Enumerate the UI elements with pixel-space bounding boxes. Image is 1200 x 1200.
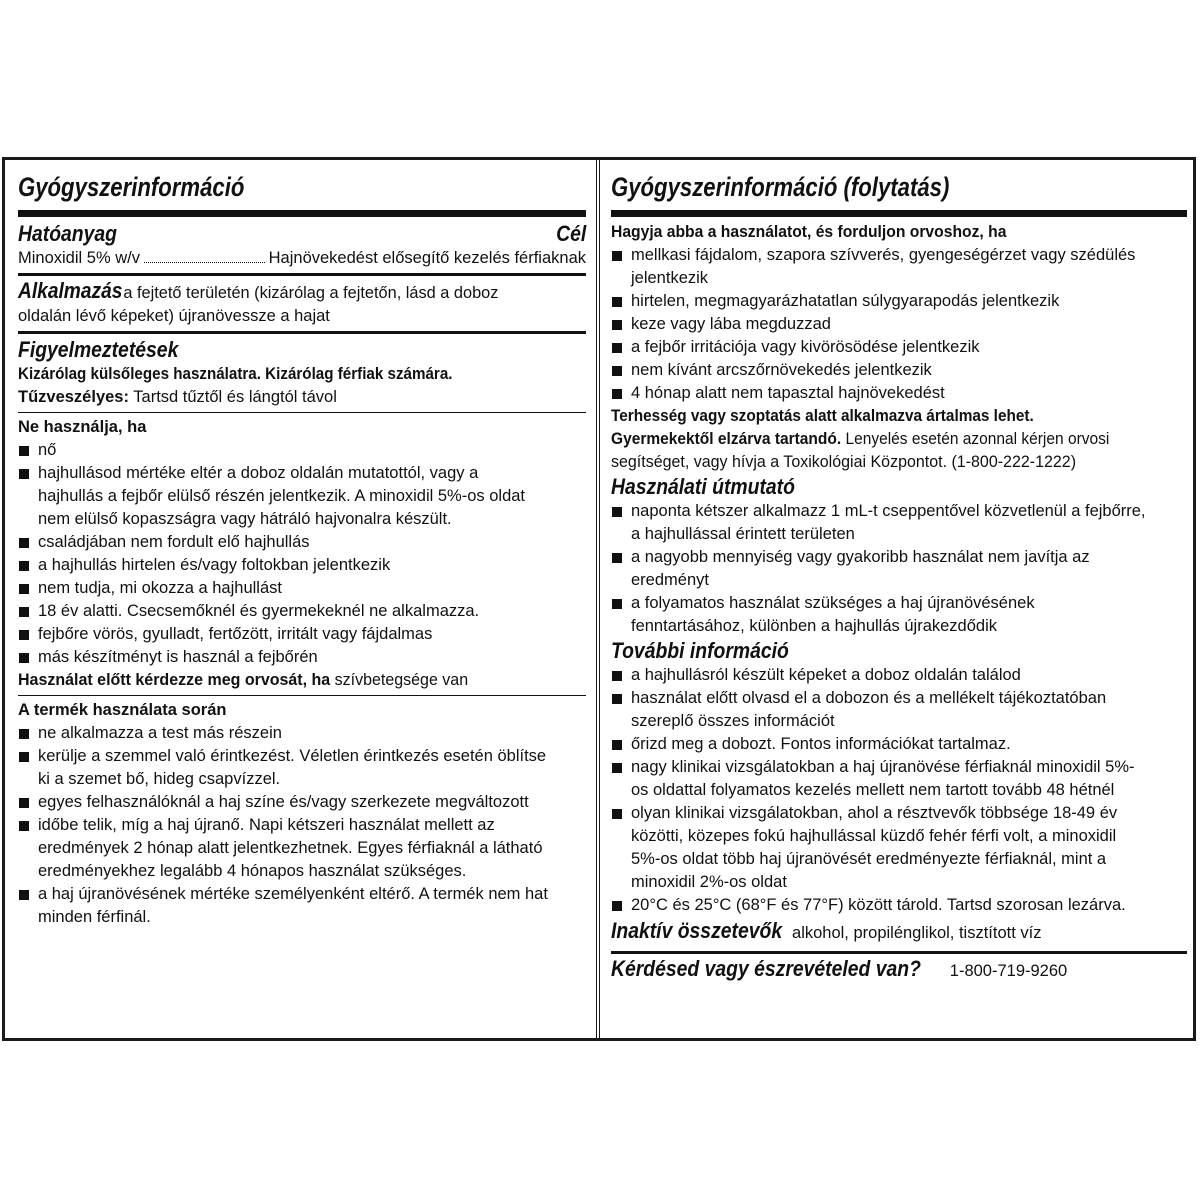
- list-item-line: jelentkezik: [631, 269, 709, 287]
- bullet-square-icon: [612, 901, 622, 911]
- list-item-line: a haj újranövésének mértéke személyenként eltérő. A termék nem hat: [38, 885, 548, 903]
- bullet-square-icon: [19, 821, 29, 831]
- list-item-line: a hajhullással érintett területen: [631, 525, 855, 543]
- list-item-line: nő: [38, 441, 57, 459]
- stop-use-label: Hagyja abba a használatot, és forduljon orvoshoz, ha: [611, 223, 1007, 241]
- list-item-line: nagy klinikai vizsgálatokban a haj újranövése férfiaknál minoxidil 5%-: [631, 758, 1135, 776]
- rule: [611, 210, 1187, 217]
- bullet-square-icon: [612, 251, 622, 261]
- flammable-desc: Tartsd tűztől és lángtól távol: [128, 388, 337, 406]
- list-item-line: olyan klinikai vizsgálatokban, ahol a résztvevők többsége 18-49 év: [631, 804, 1118, 822]
- bullet-square-icon: [19, 584, 29, 594]
- do-not-use-item: [18, 554, 586, 577]
- list-item-line: eredményt: [631, 571, 709, 589]
- stop-use-item: [611, 244, 1187, 290]
- other-info-item: [611, 756, 1187, 802]
- bullet-square-icon: [19, 630, 29, 640]
- list-item-line: ki a szemet bő, hideg csapvízzel.: [38, 770, 281, 788]
- do-not-use-item: [18, 462, 586, 531]
- bullet-square-icon: [19, 446, 29, 456]
- stop-use-item: [611, 382, 1187, 405]
- stop-use-item: [611, 290, 1187, 313]
- other-info-list: [611, 664, 1187, 917]
- do-not-use-label: Ne használja, ha: [18, 418, 147, 436]
- bullet-square-icon: [612, 389, 622, 399]
- other-info-item: [611, 894, 1187, 917]
- bullet-square-icon: [19, 561, 29, 571]
- use-label: Alkalmazás: [18, 278, 123, 303]
- list-item-line: 18 év alatti. Csecsemőknél és gyermekeknél ne alkalmazza.: [38, 602, 480, 620]
- ingredient-purpose: Hajnövekedést elősegítő kezelés férfiaknak: [268, 249, 586, 267]
- list-item-line: a hajhullás hirtelen és/vagy foltokban jelentkezik: [38, 556, 391, 574]
- children-label: Gyermekektől elzárva tartandó.: [611, 430, 842, 448]
- other-info-item: [611, 802, 1187, 894]
- directions-item: [611, 546, 1187, 592]
- do-not-use-list: [18, 439, 586, 669]
- left-column: [5, 160, 596, 1040]
- list-item-line: 4 hónap alatt nem tapasztal hajnövekedést: [631, 384, 945, 402]
- list-item-line: a hajhullásról készült képeket a doboz oldalán találod: [631, 666, 1021, 684]
- list-item-line: fejbőre vörös, gyulladt, fertőzött, irritált vagy fájdalmas: [38, 625, 433, 643]
- bullet-square-icon: [612, 553, 622, 563]
- use-section: [18, 279, 586, 328]
- list-item-line: a folyamatos használat szükséges a haj újranövésének: [631, 594, 1035, 612]
- bullet-square-icon: [612, 507, 622, 517]
- list-item-line: hajhullás a fejbőr elülső részén jelentkezik. A minoxidil 5%-os oldat: [38, 487, 526, 505]
- list-item-line: hirtelen, megmagyarázhatatlan súlygyarapodás jelentkezik: [631, 292, 1060, 310]
- list-item-line: keze vagy lába megduzzad: [631, 315, 831, 333]
- during-use-item: [18, 722, 586, 745]
- bullet-square-icon: [612, 366, 622, 376]
- use-text-2: oldalán lévő képeket) újranövessze a hajat: [18, 307, 330, 325]
- questions-row: [611, 957, 1187, 983]
- list-item-line: ne alkalmazza a test más részein: [38, 724, 282, 742]
- directions-item: [611, 500, 1187, 546]
- warnings-label: Figyelmeztetések: [18, 337, 179, 362]
- bullet-square-icon: [19, 729, 29, 739]
- list-item-line: minden férfinál.: [38, 908, 151, 926]
- active-ingredient-header: [18, 221, 586, 247]
- questions-phone[interactable]: 1-800-719-9260: [945, 962, 1068, 980]
- inactive-ingredients: [611, 919, 1187, 945]
- during-use-item: [18, 883, 586, 929]
- list-item-line: őrizd meg a dobozt. Fontos információkat tartalmaz.: [631, 735, 1011, 753]
- list-item-line: minoxidil 2%-os oldat: [631, 873, 787, 891]
- flammable-label: Tűzveszélyes:: [18, 388, 129, 406]
- ingredient-row: [18, 247, 586, 270]
- during-use-list: [18, 722, 586, 929]
- do-not-use-item: [18, 646, 586, 669]
- do-not-use-item: [18, 531, 586, 554]
- stop-use-list: [611, 244, 1187, 405]
- during-use-item: [18, 814, 586, 883]
- do-not-use-item: [18, 600, 586, 623]
- leader-dots: [144, 262, 265, 263]
- list-item-line: szereplő összes információt: [631, 712, 835, 730]
- rule: [611, 951, 1187, 954]
- list-item-line: eredményekhez legalább 4 hónapos használat szükséges.: [38, 862, 467, 880]
- other-info-item: [611, 687, 1187, 733]
- use-text-1: a fejtető területén (kizárólag a fejtetőn, lásd a doboz: [118, 284, 499, 302]
- do-not-use-item: [18, 623, 586, 646]
- bullet-square-icon: [19, 469, 29, 479]
- bullet-square-icon: [612, 320, 622, 330]
- list-item-line: nem kívánt arcszőrnövekedés jelentkezik: [631, 361, 932, 379]
- bullet-square-icon: [612, 599, 622, 609]
- purpose-label: Cél: [555, 221, 586, 246]
- ask-doctor-text: [18, 669, 569, 692]
- bullet-square-icon: [612, 763, 622, 773]
- list-item-line: 20°C és 25°C (68°F és 77°F) között tárold. Tartsd szorosan lezárva.: [631, 896, 1126, 914]
- list-item-line: nem elülső kopaszságra vagy hátráló hajvonalra készült.: [38, 510, 452, 528]
- list-item-line: közötti, közepes fokú hajhullással küzdő fehér férfi volt, a minoxidil: [631, 827, 1117, 845]
- ask-doctor-condition: szívbetegsége van: [330, 671, 469, 689]
- children-text-1: Lenyelés esetén azonnal kérjen orvosi: [841, 430, 1110, 448]
- during-use-label: A termék használata során: [18, 701, 227, 719]
- list-item-line: 5%-os oldat több haj újranövését eredményezte férfiaknál, mint a: [631, 850, 1107, 868]
- rule: [18, 331, 586, 334]
- list-item-line: os oldattal folyamatos kezelés mellett nem tartott tovább 48 hétnél: [631, 781, 1115, 799]
- list-item-line: időbe telik, míg a haj újranő. Napi kétszeri használat mellett az: [38, 816, 495, 834]
- rule: [18, 695, 586, 696]
- other-info-label: További információ: [611, 638, 789, 663]
- inactive-list: alkohol, propilénglikol, tisztított víz: [787, 924, 1042, 942]
- inactive-label: Inaktív összetevők: [611, 918, 783, 943]
- list-item-line: nem tudja, mi okozza a hajhullást: [38, 579, 282, 597]
- list-item-line: egyes felhasználóknál a haj színe és/vagy szerkezete megváltozott: [38, 793, 529, 811]
- children-text-2: segítséget, vagy hívja a Toxikológiai Központot. (1-800-222-1222): [611, 453, 1077, 471]
- right-title: Gyógyszerinformáció (folytatás): [611, 172, 950, 202]
- list-item-line: fenntartásához, különben a hajhullás újrakezdődik: [631, 617, 997, 635]
- external-only-text: Kizárólag külsőleges használatra. Kizárólag férfiak számára.: [18, 365, 453, 383]
- pregnancy-warning: Terhesség vagy szoptatás alatt alkalmazva ártalmas lehet.: [611, 407, 1034, 425]
- list-item-line: a fejbőr irritációja vagy kivörösödése jelentkezik: [631, 338, 980, 356]
- list-item-line: mellkasi fájdalom, szapora szívverés, gyengeségérzet vagy szédülés: [631, 246, 1136, 264]
- bullet-square-icon: [612, 671, 622, 681]
- list-item-line: a nagyobb mennyiség vagy gyakoribb használat nem javítja az: [631, 548, 1090, 566]
- stop-use-item: [611, 359, 1187, 382]
- directions-list: [611, 500, 1187, 638]
- list-item-line: kerülje a szemmel való érintkezést. Véletlen érintkezés esetén öblítse: [38, 747, 547, 765]
- during-use-item: [18, 745, 586, 791]
- ingredient-name: Minoxidil 5% w/v: [18, 249, 140, 267]
- list-item-line: családjában nem fordult elő hajhullás: [38, 533, 310, 551]
- list-item-line: naponta kétszer alkalmazz 1 mL-t cseppentővel közvetlenül a fejbőrre,: [631, 502, 1146, 520]
- bullet-square-icon: [19, 752, 29, 762]
- stop-use-item: [611, 313, 1187, 336]
- do-not-use-item: [18, 577, 586, 600]
- active-ingredient-label: Hatóanyag: [18, 221, 117, 246]
- list-item-line: hajhullásod mértéke eltér a doboz oldalán mutatottól, vagy a: [38, 464, 479, 482]
- bullet-square-icon: [19, 890, 29, 900]
- other-info-item: [611, 733, 1187, 756]
- bullet-square-icon: [19, 798, 29, 808]
- flammable-text: [18, 386, 586, 409]
- during-use-item: [18, 791, 586, 814]
- directions-label: Használati útmutató: [611, 474, 795, 499]
- left-title: Gyógyszerinformáció: [18, 172, 245, 202]
- bullet-square-icon: [612, 343, 622, 353]
- list-item-line: eredmények 2 hónap alatt jelentkezhetnek. Egyes férfiaknál a látható: [38, 839, 543, 857]
- rule: [18, 210, 586, 217]
- rule: [18, 273, 586, 276]
- list-item-line: használat előtt olvasd el a dobozon és a mellékelt tájékoztatóban: [631, 689, 1107, 707]
- rule: [18, 412, 586, 413]
- bullet-square-icon: [19, 607, 29, 617]
- bullet-square-icon: [612, 809, 622, 819]
- children-warning: [611, 428, 1187, 474]
- other-info-item: [611, 664, 1187, 687]
- right-column: [600, 160, 1197, 1040]
- questions-label: Kérdésed vagy észrevételed van?: [611, 956, 921, 981]
- bullet-square-icon: [19, 538, 29, 548]
- ask-doctor-label: Használat előtt kérdezze meg orvosát, ha: [18, 671, 331, 689]
- bullet-square-icon: [612, 694, 622, 704]
- list-item-line: más készítményt is használ a fejbőrén: [38, 648, 318, 666]
- bullet-square-icon: [19, 653, 29, 663]
- bullet-square-icon: [612, 297, 622, 307]
- stop-use-item: [611, 336, 1187, 359]
- directions-item: [611, 592, 1187, 638]
- bullet-square-icon: [612, 740, 622, 750]
- do-not-use-item: [18, 439, 586, 462]
